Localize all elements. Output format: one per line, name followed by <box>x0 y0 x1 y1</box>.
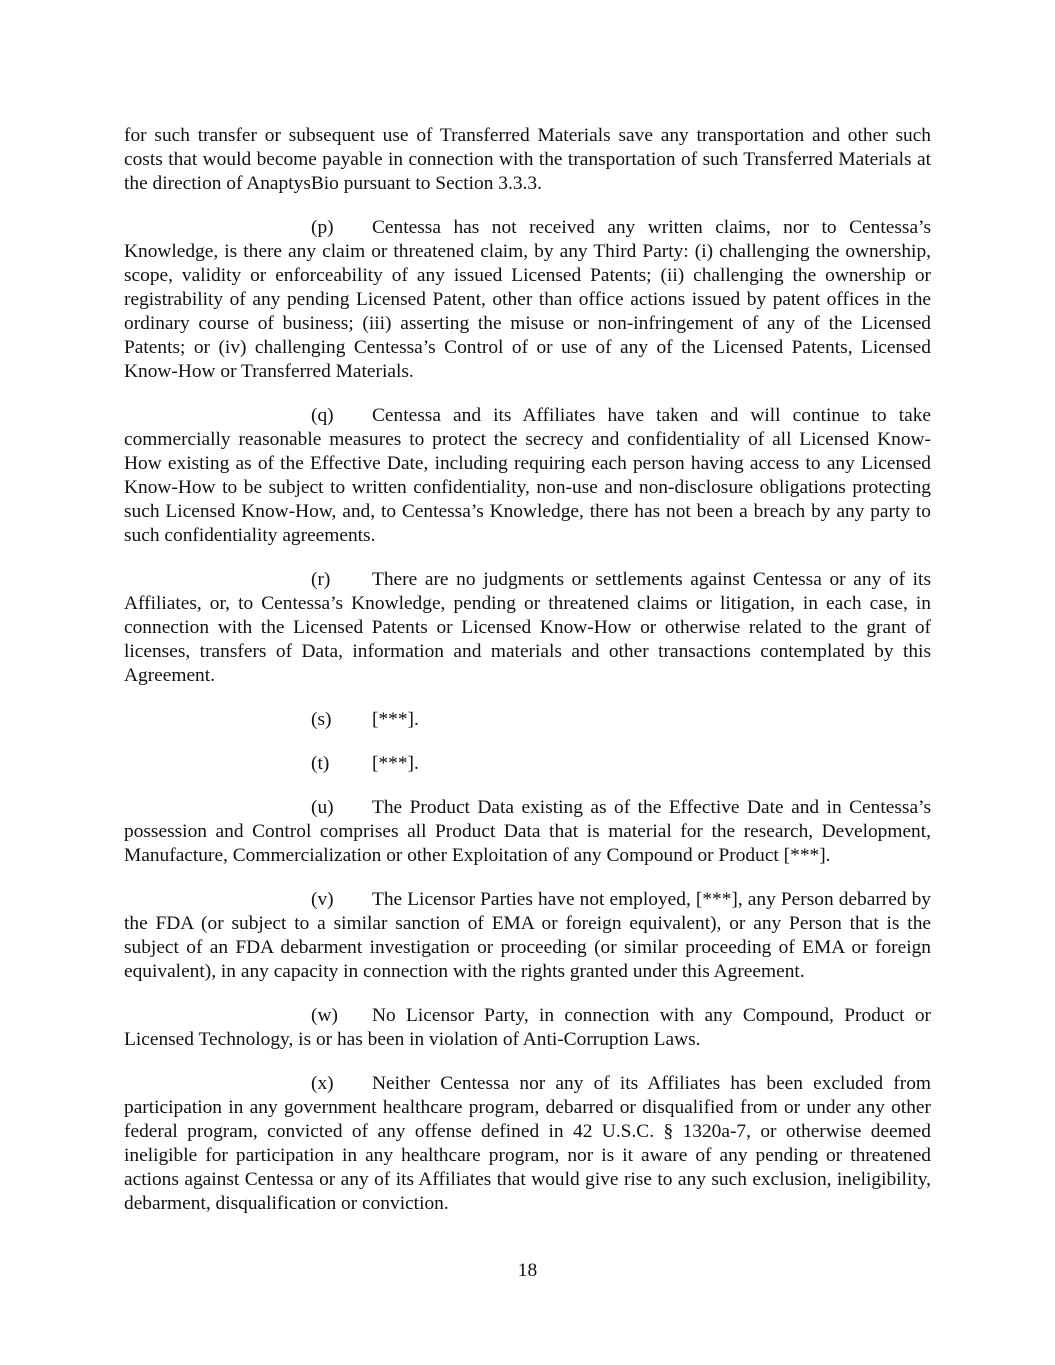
clause-text: Centessa and its Affiliates have taken and will continue to take commercially reasonable measures to protect the secrecy and confidentiality of all Licensed Know-How existing as of the Effective Date, including requiring each person having access to any Licensed Know-How to be subject to written confidentiality, non-use and non-disclosure obligations protecting such Licensed Know-How, and, to Centessa’s Knowledge, there has not been a breach by any party to such confidentiality agreements. <box>124 405 931 546</box>
clause-label: (s) <box>311 709 332 730</box>
clause-label: (p) <box>311 217 334 238</box>
continuation-paragraph: for such transfer or subsequent use of Transferred Materials save any transportation and other such costs that would become payable in connection with the transportation of such Transferred Materials at the direction of AnaptysBio pursuant to Section 3.3.3. <box>124 125 931 194</box>
clause-v <box>124 888 931 984</box>
clause-label: (t) <box>311 753 330 774</box>
clause-text: [***]. <box>372 709 419 730</box>
clause-text: The Product Data existing as of the Effective Date and in Centessa’s possession and Control comprises all Product Data that is material for the research, Development, Manufacture, Commercialization or other Exploitation of any Compound or Product [***]. <box>124 797 931 866</box>
clause-label: (x) <box>311 1073 334 1094</box>
clause-q <box>124 404 931 548</box>
clause-text: Centessa has not received any written claims, nor to Centessa’s Knowledge, is there any claim or threatened claim, by any Third Party: (i) challenging the ownership, scope, validity or enforceability of any issued Licensed Patents; (ii) challenging the ownership or registrability of any pending Licensed Patent, other than office actions issued by patent offices in the ordinary course of business; (iii) asserting the misuse or non-infringement of any of the Licensed Patents; or (iv) challenging Centessa’s Control of or use of any of the Licensed Patents, Licensed Know-How or Transferred Materials. <box>124 217 931 382</box>
clause-w <box>124 1004 931 1052</box>
clause-label: (q) <box>311 405 334 426</box>
clause-text: [***]. <box>372 753 419 774</box>
clause-label: (r) <box>311 569 331 590</box>
page-number: 18 <box>517 1260 538 1281</box>
clause-label: (v) <box>311 889 334 910</box>
document-body <box>124 124 931 1236</box>
clause-label: (u) <box>311 797 334 818</box>
clause-t <box>124 752 931 776</box>
clause-r <box>124 568 931 688</box>
clause-text: No Licensor Party, in connection with any Compound, Product or Licensed Technology, is or has been in violation of Anti-Corruption Laws. <box>124 1005 931 1050</box>
clause-label: (w) <box>311 1005 338 1026</box>
clause-p <box>124 216 931 384</box>
clause-x <box>124 1072 931 1216</box>
clause-u <box>124 796 931 868</box>
clause-text: There are no judgments or settlements against Centessa or any of its Affiliates, or, to Centessa’s Knowledge, pending or threatened claims or litigation, in each case, in connection with the Licensed Patents or Licensed Know-How or otherwise related to the grant of licenses, transfers of Data, information and materials and other transactions contemplated by this Agreement. <box>124 569 931 686</box>
clause-text: Neither Centessa nor any of its Affiliates has been excluded from participation in any government healthcare program, debarred or disqualified from or under any other federal program, convicted of any offense defined in 42 U.S.C. § 1320a-7, or otherwise deemed ineligible for participation in any healthcare program, nor is it aware of any pending or threatened actions against Centessa or any of its Affiliates that would give rise to any such exclusion, ineligibility, debarment, disqualification or conviction. <box>124 1073 931 1214</box>
clause-s <box>124 708 931 732</box>
clause-text: The Licensor Parties have not employed, [***], any Person debarred by the FDA (or subject to a similar sanction of EMA or foreign equivalent), or any Person that is the subject of an FDA debarment investigation or proceeding (or similar proceeding of EMA or foreign equivalent), in any capacity in connection with the rights granted under this Agreement. <box>124 889 931 982</box>
